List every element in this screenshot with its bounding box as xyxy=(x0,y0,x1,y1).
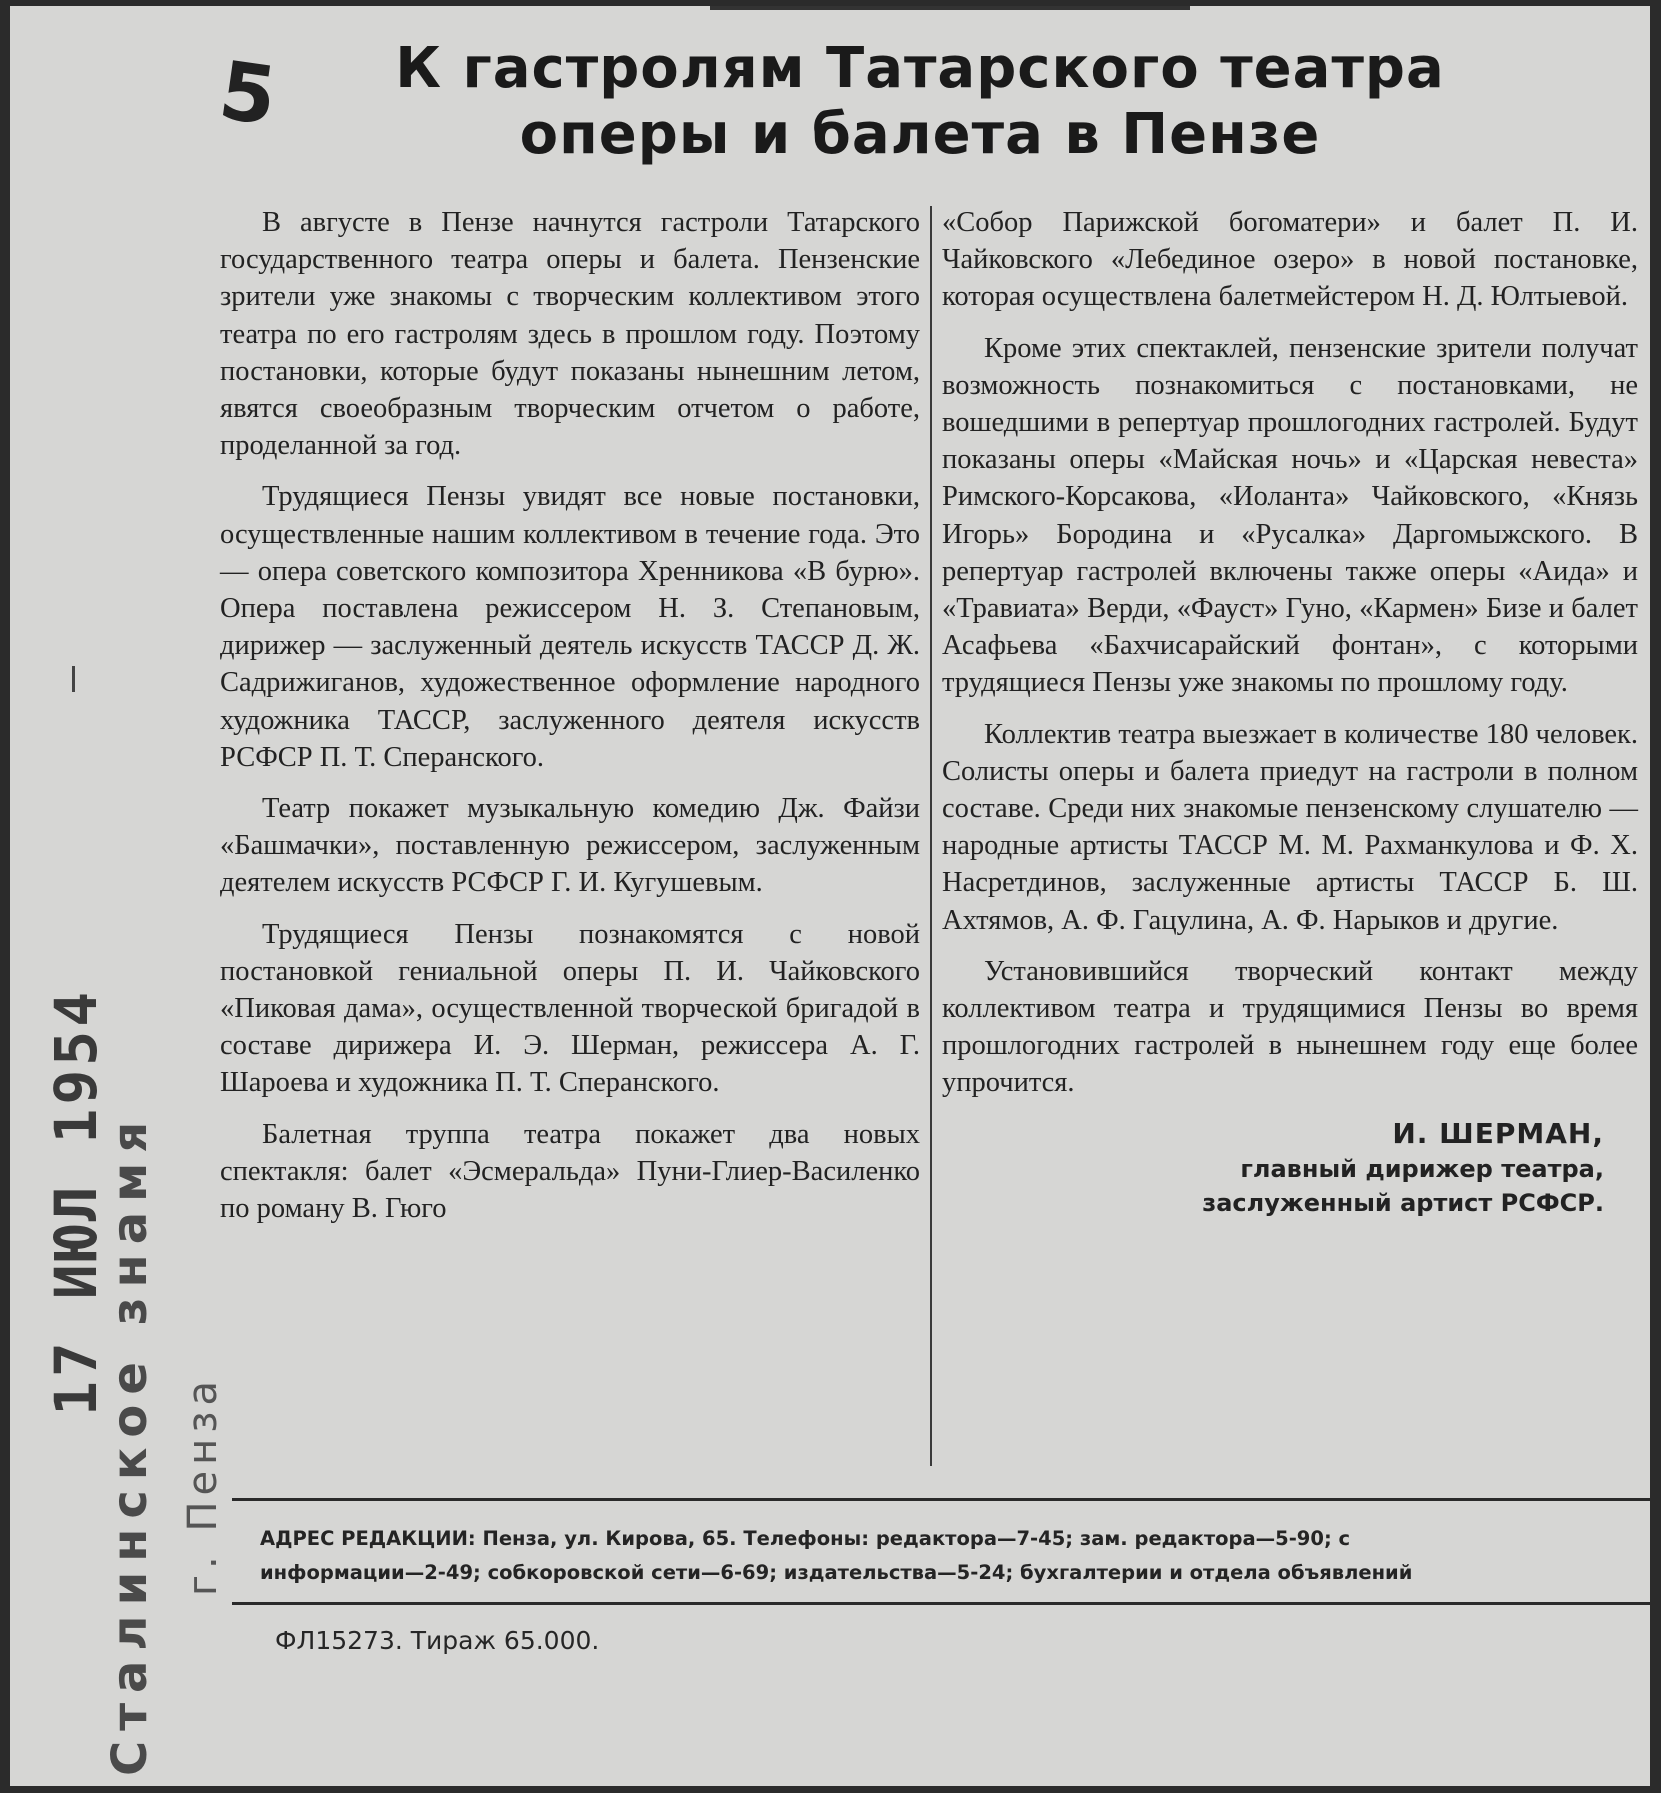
footer-rule-top xyxy=(232,1498,1650,1501)
paragraph: Трудящиеся Пензы познакомятся с новой постановкой гениальной оперы П. И. Чайковского «Пиковая дама», осуществленной творческой бригадой в составе дирижера И. Э. Шерман, режиссера А. Г. Шароева и художника П. Т. Сперанского. xyxy=(220,918,920,1099)
address-line-1: АДРЕС РЕДАКЦИИ: Пенза, ул. Кирова, 65. Телефоны: редактора—7-45; зам. редактора—5-90; с xyxy=(260,1527,1351,1550)
column-divider xyxy=(930,206,932,1466)
author-title: главный дирижер театра, xyxy=(1240,1154,1604,1183)
address-line-2: информации—2-49; собкоровской сети—6-69; издательства—5-24; бухгалтерии и отдела объявлений xyxy=(260,1561,1413,1584)
article-headline xyxy=(310,36,1530,168)
editorial-address xyxy=(260,1522,1645,1590)
edge-tick xyxy=(72,666,75,692)
paragraph: Театр покажет музыкальную комедию Дж. Файзи «Башмачки», поставленную режиссером, заслуженным деятелем искусств РСФСР Г. И. Кугушевым. xyxy=(220,793,920,899)
city-stamp: г. Пенза xyxy=(180,1374,226,1596)
paragraph: Коллектив театра выезжает в количестве 180 человек. Солисты оперы и балета приедут на гастроли в полном составе. Среди них знакомые пензенскому слушателю — народные артисты ТАССР М. М. Рахманкулова и Ф. Х. Насретдинов, заслуженные артисты ТАССР Б. Ш. Ахтямов, А. Ф. Гацулина, А. Ф. Нарыков и другие. xyxy=(942,718,1638,936)
newspaper-clipping xyxy=(10,6,1650,1786)
left-column xyxy=(220,204,920,1241)
paragraph: Балетная труппа театра покажет два новых спектакля: балет «Эсмеральда» Пуни-Глиер-Василенко по роману В. Гюго xyxy=(220,1118,920,1225)
author-name: И. ШЕРМАН, xyxy=(1392,1116,1604,1150)
top-rule xyxy=(710,6,1190,10)
stamp-date: 17 ИЮЛ 1954 xyxy=(42,987,110,1416)
paragraph: Трудящиеся Пензы увидят все новые постановки, осуществленные нашим коллективом в течение года. Это — опера советского композитора Хренникова «В бурю». Опера поставлена режиссером Н. З. Степановым, дирижер — заслуженный деятель искусств ТАССР Д. Ж. Садрижиганов, художественное оформление народного художника ТАССР, заслуженного деятеля искусств РСФСР П. Т. Сперанского. xyxy=(220,481,920,773)
author-signature xyxy=(942,1116,1638,1220)
footer-rule-bottom xyxy=(232,1602,1650,1605)
paragraph: В августе в Пензе начнутся гастроли Татарского государственного театра оперы и балета. Пензенские зрители уже знакомы с творческим коллективом этого театра по его гастролям здесь в прошлом году. Поэтому постановки, которые будут показаны нынешним летом, явятся своеобразным творческим отчетом о работе, проделанной за год. xyxy=(220,207,920,462)
right-column xyxy=(942,204,1638,1220)
headline-line-2: оперы и балета в Пензе xyxy=(519,102,1321,167)
print-run-imprint: ФЛ15273. Тираж 65.000. xyxy=(275,1626,600,1655)
author-honorific: заслуженный артист РСФСР. xyxy=(1202,1188,1604,1217)
paragraph-continuation: «Собор Парижской богоматери» и балет П. И. Чайковского «Лебединое озеро» в новой постановке, которая осуществлена балетмейстером Н. Д. Юлтыевой. xyxy=(942,207,1638,313)
paragraph: Установившийся творческий контакт между коллективом театра и трудящимися Пензы во время прошлогодних гастролей в нынешнем году еще более упрочится. xyxy=(942,955,1638,1099)
headline-line-1: К гастролям Татарского театра xyxy=(395,36,1445,101)
newspaper-name-stamp: Сталинское знамя xyxy=(102,1111,158,1776)
paragraph: Кроме этих спектаклей, пензенские зрители получат возможность познакомиться с постановками, не вошедшими в репертуар прошлогодних гастролей. Будут показаны оперы «Майская ночь» и «Царская невеста» Римского-Корсакова, «Иоланта» Чайковского, «Князь Игорь» Бородина и «Русалка» Даргомыжского. В репертуар гастролей включены также оперы «Аида» и «Травиата» Верди, «Фауст» Гуно, «Кармен» Бизе и балет Асафьева «Бахчисарайский фонтан», с которыми трудящиеся Пензы уже знакомы по прошлому году. xyxy=(942,332,1638,699)
margin-mark: 5 xyxy=(213,43,282,144)
